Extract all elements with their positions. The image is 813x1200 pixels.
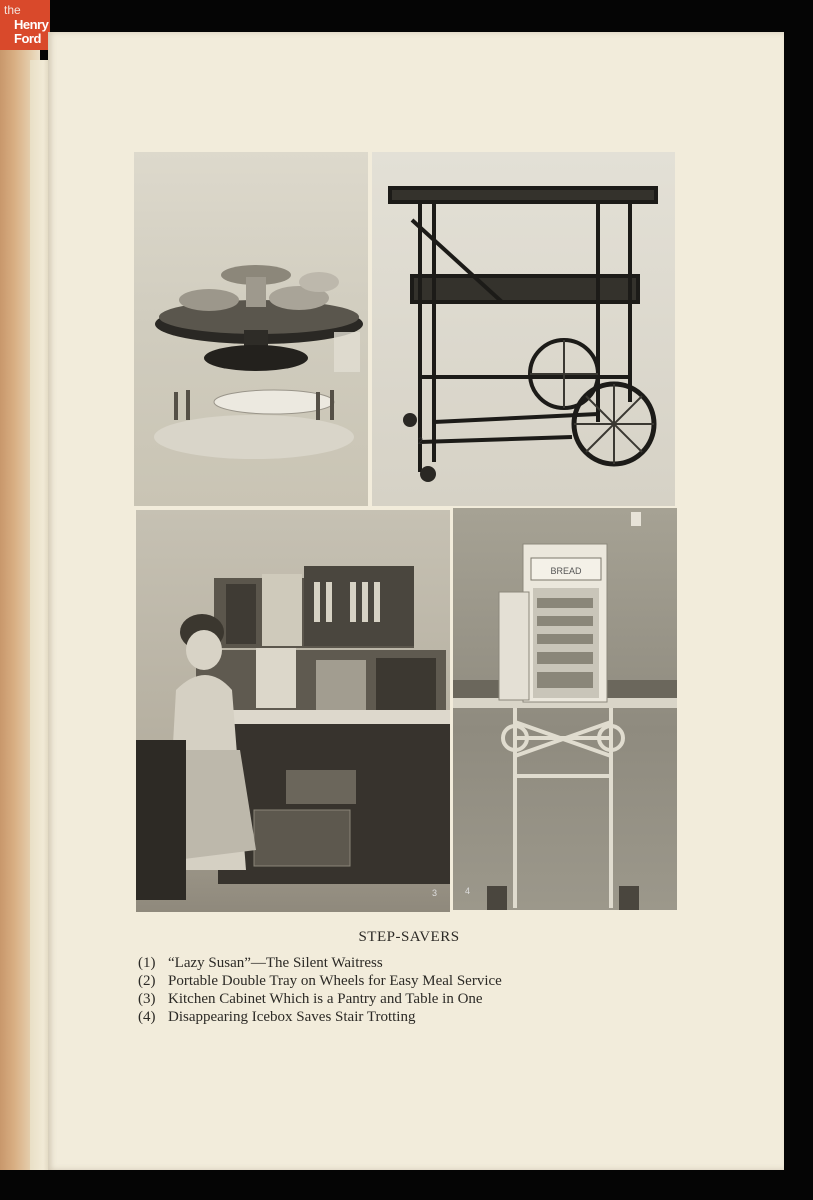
logo-text-henry: Henry <box>14 17 49 32</box>
logo-text-ford: Ford <box>14 31 41 46</box>
logo-text-the: the <box>4 3 21 17</box>
photo-double-tray-cart <box>372 152 675 506</box>
caption-text: “Lazy Susan”—The Silent Waitress <box>168 955 383 971</box>
photo-kitchen-cabinet <box>136 510 450 912</box>
caption-title: STEP-SAVERS <box>358 929 460 945</box>
photo-lazy-susan <box>134 152 368 506</box>
caption-item <box>138 1008 698 1026</box>
caption-number: (1) <box>138 955 156 971</box>
caption-text: Portable Double Tray on Wheels for Easy Meal Service <box>168 973 502 989</box>
henry-ford-logo <box>0 0 50 50</box>
lazy-susan-illustration <box>134 152 368 506</box>
photo-number-4: 4 <box>465 886 471 896</box>
caption-item <box>138 954 698 972</box>
caption-item <box>138 972 698 990</box>
tray-cart-illustration <box>372 152 675 506</box>
document-page <box>48 32 784 1170</box>
caption-number: (4) <box>138 1009 156 1025</box>
photo-number-3: 3 <box>432 888 438 898</box>
caption-list <box>138 954 698 1026</box>
photo-disappearing-icebox <box>453 508 677 910</box>
caption-number: (3) <box>138 991 156 1007</box>
caption-text: Kitchen Cabinet Which is a Pantry and Table in One <box>168 991 483 1007</box>
caption-item <box>138 990 698 1008</box>
cabinet-bread-sign: BREAD <box>550 566 582 576</box>
caption-text: Disappearing Icebox Saves Stair Trotting <box>168 1009 416 1025</box>
caption-number: (2) <box>138 973 156 989</box>
photo-number-2: 2 <box>418 436 424 446</box>
icebox-illustration <box>453 508 677 910</box>
kitchen-cabinet-illustration <box>136 510 450 912</box>
